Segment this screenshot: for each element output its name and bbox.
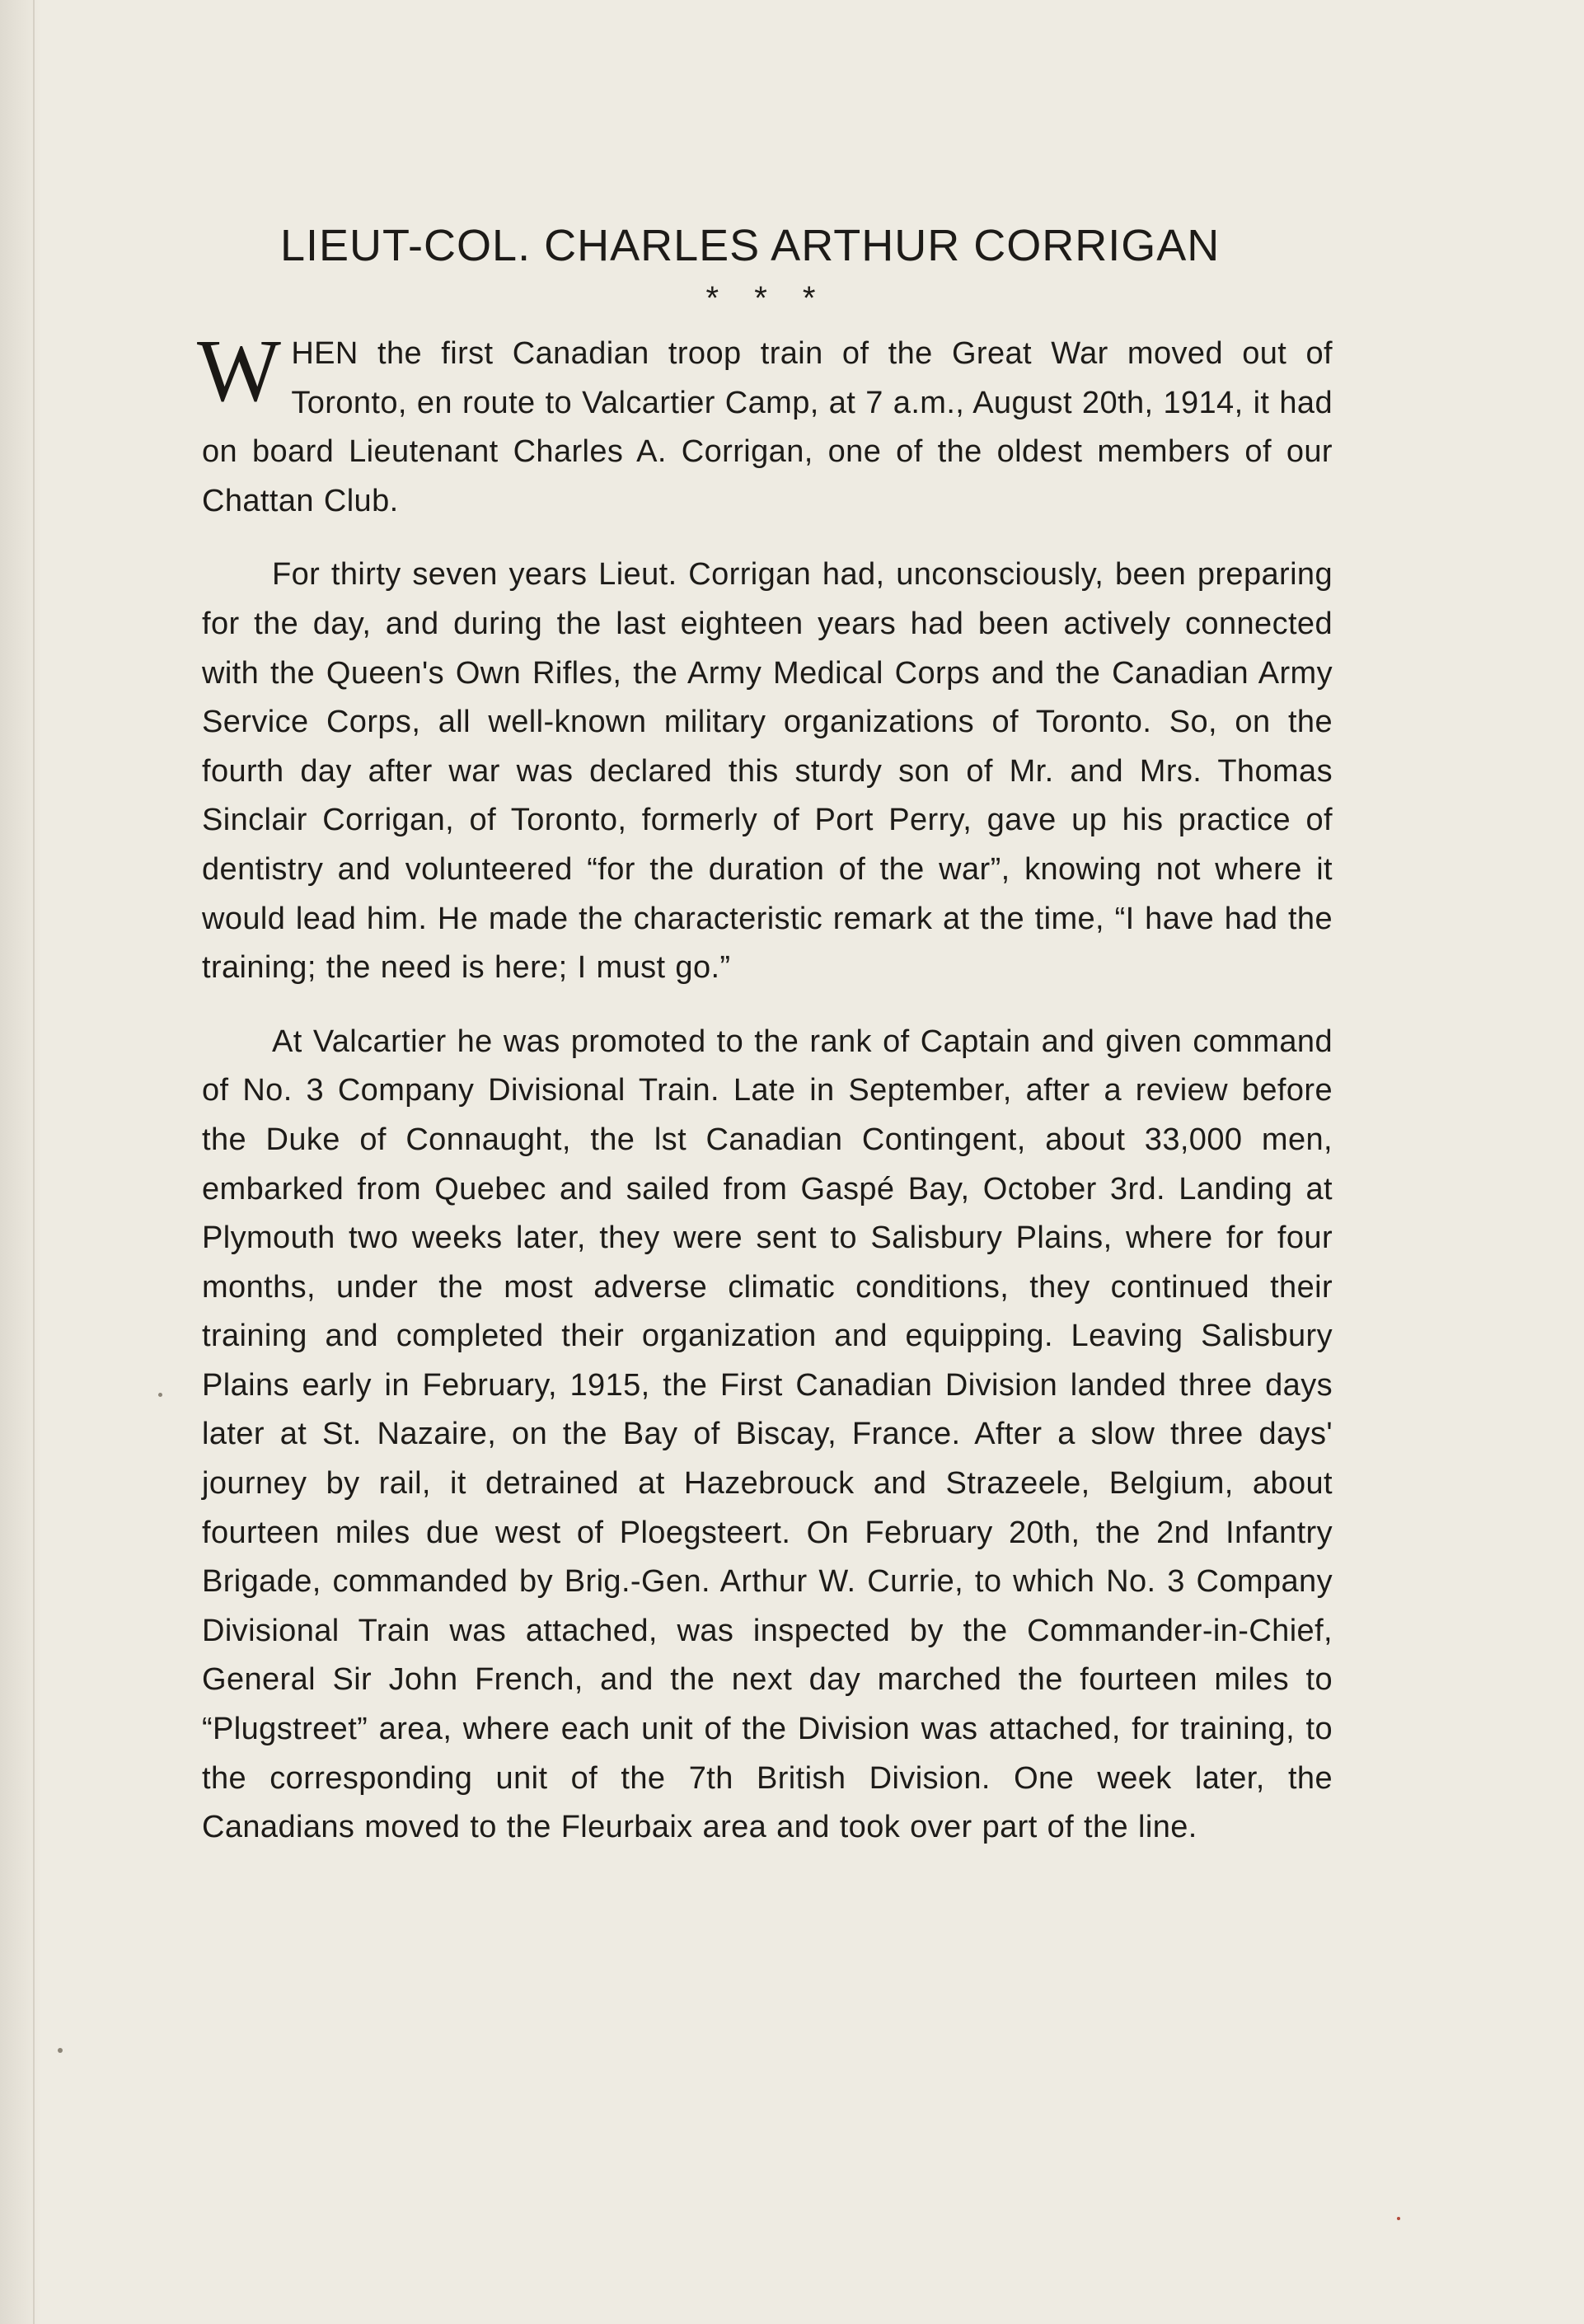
paragraph-1-text: HEN the first Canadian troop train of the Great War moved out of Toronto, en route to Valcartier Camp, at 7 a.m., August 20th, 1914, it had on board Lieutenant Charles A. Corrigan, one of the oldest members of our Chattan Club.	[202, 336, 1333, 518]
paragraph-1	[197, 322, 1333, 526]
page-title: LIEUT-COL. CHARLES ARTHUR CORRIGAN	[280, 221, 1221, 270]
binding-edge	[33, 0, 35, 2324]
drop-cap: W	[197, 322, 282, 420]
paragraph-3: At Valcartier he was promoted to the rank of Captain and given command of No. 3 Company Divisional Train. Late in September, after a review before the Duke of Connaught, the lst Canadian Contingent, about 33,000 men, embarked from Quebec and sailed from Gaspé Bay, October 3rd. Landing at Plymouth two weeks later, they were sent to Salisbury Plains, where for four months, under the most adverse climatic conditions, they continued their training and completed their organization and equipping. Leaving Salisbury Plains early in February, 1915, the First Canadian Division landed three days later at St. Nazaire, on the Bay of Biscay, France. After a slow three days' journey by rail, it detrained at Hazebrouck and Strazeele, Belgium, about fourteen miles due west of Ploegsteert. On February 20th, the 2nd Infantry Brigade, commanded by Brig.-Gen. Arthur W. Currie, to which No. 3 Company Divisional Train was attached, was inspected by the Commander-in-Chief, General Sir John French, and the next day marched the fourteen miles to “Plugstreet” area, where each unit of the Division was attached, for training, to the corresponding unit of the 7th British Division. One week later, the Canadians moved to the Fleurbaix area and took over part of the line.	[202, 1024, 1333, 1845]
paper-speck	[158, 1393, 162, 1397]
document-body	[197, 216, 1333, 1853]
page-gutter-shadow	[0, 0, 41, 2324]
paragraph-2: For thirty seven years Lieut. Corrigan had, unconsciously, been preparing for the day, and during the last eighteen years had been actively connected with the Queen's Own Rifles, the Army Medical Corps and the Canadian Army Service Corps, all well-known military organizations of Toronto. So, on the fourth day after war was declared this sturdy son of Mr. and Mrs. Thomas Sinclair Corrigan, of Toronto, formerly of Port Perry, gave up his practice of dentistry and volunteered “for the duration of the war”, knowing not where it would lead him. He made the characteristic remark at the time, “I have had the training; the need is here; I must go.”	[202, 557, 1333, 986]
ornament-divider: * * *	[705, 280, 829, 316]
paper-speck	[58, 2048, 63, 2053]
paper-speck	[1397, 2217, 1400, 2220]
